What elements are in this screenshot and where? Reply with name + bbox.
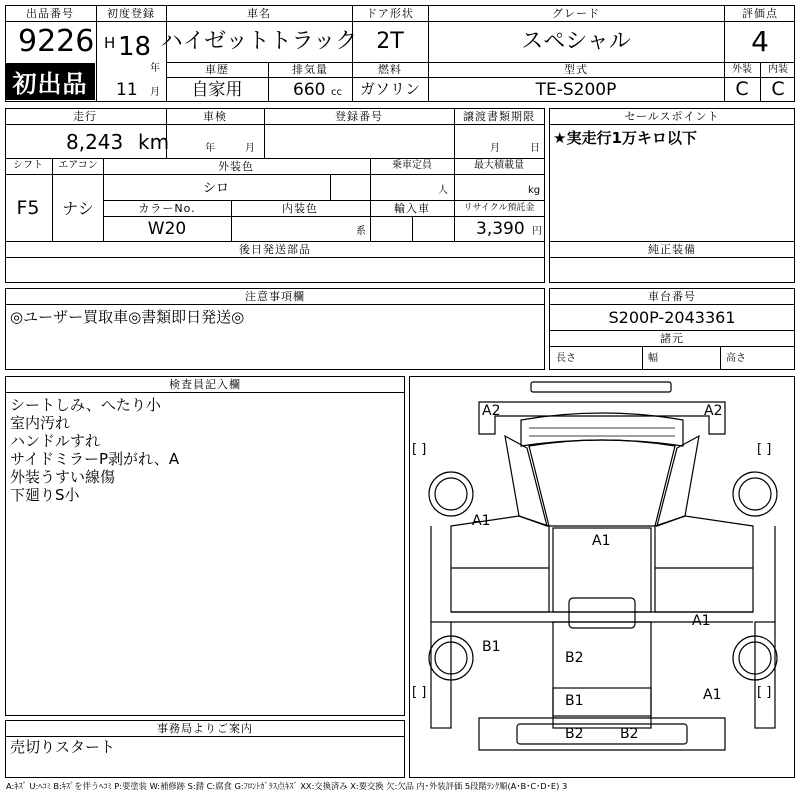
rear-bumper bbox=[479, 718, 725, 750]
era: H bbox=[104, 34, 116, 52]
inspector-line: 外装うすい線傷 bbox=[10, 468, 116, 486]
damage-mark: A2 bbox=[704, 403, 723, 419]
damage-mark: B2 bbox=[620, 726, 639, 742]
caution-label: 注意事項欄 bbox=[245, 290, 305, 303]
interior-grade: C bbox=[771, 78, 785, 100]
right-door bbox=[655, 516, 753, 612]
mileage-label: 走行 bbox=[73, 110, 97, 123]
displacement-unit: cc bbox=[331, 87, 342, 98]
exterior-label: 外装 bbox=[732, 64, 752, 75]
car-name-label: 車名 bbox=[247, 7, 271, 20]
left-door bbox=[451, 513, 549, 612]
year-unit: 年 bbox=[150, 63, 160, 74]
lot-number: 9226 bbox=[18, 24, 95, 59]
transfer-month-unit: 月 bbox=[490, 143, 500, 154]
model-label: 型式 bbox=[564, 63, 588, 76]
damage-mark: B2 bbox=[565, 726, 584, 742]
history: 自家用 bbox=[191, 80, 243, 100]
ac-label: エアコン bbox=[58, 160, 98, 171]
exterior-grade: C bbox=[735, 78, 749, 100]
damage-mark: A2 bbox=[482, 403, 501, 419]
width-label: 幅 bbox=[648, 353, 658, 364]
car-name: ハイゼットトラック bbox=[160, 29, 358, 54]
score-label: 評価点 bbox=[742, 7, 778, 20]
displacement: 660 bbox=[293, 80, 326, 100]
bracket: [ ] bbox=[412, 685, 427, 700]
legend: A:ｷｽﾞ U:ﾍｺﾐ B:ｷｽﾞを伴うﾍｺﾐ P:要塗装 W:補修跡 S:錆 C:腐食 G:ﾌﾛﾝﾄｶﾞﾗｽ点ｷｽﾞ XX:交換済み X:要交換 欠:欠品 内･外装評価 5段階ﾗﾝｸ順(A･B･C･D･E) 3 bbox=[6, 781, 568, 791]
bracket: [ ] bbox=[412, 442, 427, 457]
air-conditioner: ナシ bbox=[62, 199, 94, 218]
truck-bed bbox=[553, 622, 651, 728]
bracket: [ ] bbox=[757, 685, 772, 700]
genuine-equipment-label: 純正装備 bbox=[648, 243, 696, 256]
inspector-line: シートしみ、へたり小 bbox=[10, 396, 161, 414]
damage-mark: A1 bbox=[703, 687, 722, 703]
damage-mark: A1 bbox=[472, 513, 491, 529]
capacity-unit: 人 bbox=[438, 185, 448, 196]
inspector-line: サイドミラーP剥がれ、A bbox=[10, 450, 180, 468]
interior-label: 内装 bbox=[768, 64, 788, 75]
mileage: 8,243 bbox=[66, 130, 124, 154]
windshield bbox=[529, 440, 675, 526]
front-bumper-top bbox=[531, 382, 671, 392]
inspection-month-unit: 月 bbox=[245, 143, 255, 154]
first-reg-label: 初度登録 bbox=[107, 7, 155, 20]
height-label: 高さ bbox=[726, 353, 746, 364]
transfer-day-unit: 日 bbox=[530, 143, 540, 154]
inspector-line: 室内汚れ bbox=[10, 414, 71, 432]
fuel-label: 燃料 bbox=[378, 63, 402, 76]
length-label: 長さ bbox=[556, 353, 576, 364]
color-number: W20 bbox=[147, 219, 187, 239]
ext-color: シロ bbox=[202, 181, 230, 196]
fuel: ガソリン bbox=[359, 80, 421, 98]
first-listing-badge: 初出品 bbox=[5, 63, 95, 100]
caution-text: ◎ユーザー買取車◎書類即日発送◎ bbox=[10, 308, 245, 326]
office-text: 売切りスタート bbox=[10, 738, 116, 756]
inspector-label: 検査員記入欄 bbox=[169, 378, 241, 391]
int-color-unit: 系 bbox=[356, 226, 366, 237]
max-load-unit: kg bbox=[528, 185, 541, 196]
inspection-label: 車検 bbox=[203, 110, 227, 123]
ext-color-label: 外装色 bbox=[218, 160, 254, 173]
recycle-label: リサイクル預託金 bbox=[463, 203, 535, 213]
wheel-front-left bbox=[429, 472, 473, 516]
damage-mark: B2 bbox=[565, 650, 584, 666]
side-window-right bbox=[657, 436, 699, 526]
truck-diagram bbox=[409, 376, 795, 778]
reg-no-label: 登録番号 bbox=[335, 110, 383, 123]
damage-mark: B1 bbox=[482, 639, 501, 655]
sales-point: ★実走行1万キロ以下 bbox=[553, 129, 697, 147]
reg-month: 11 bbox=[116, 80, 138, 100]
mileage-unit: km bbox=[138, 130, 170, 154]
inspection-year-unit: 年 bbox=[205, 143, 215, 154]
later-parts-label: 後日発送部品 bbox=[239, 243, 311, 256]
chassis-number: S200P-2043361 bbox=[608, 308, 736, 327]
inspector-line: ハンドルすれ bbox=[10, 432, 101, 450]
recycle-unit: 円 bbox=[532, 226, 542, 237]
shift: F5 bbox=[16, 197, 40, 219]
office-label: 事務局よりご案内 bbox=[157, 722, 253, 735]
import-label: 輸入車 bbox=[394, 202, 430, 215]
front-bumper bbox=[479, 402, 725, 434]
door-type: 2T bbox=[376, 29, 404, 54]
bracket: [ ] bbox=[757, 442, 772, 457]
score: 4 bbox=[751, 25, 769, 58]
capacity-label: 乗車定員 bbox=[392, 160, 432, 171]
grade-label: グレード bbox=[552, 7, 600, 20]
dims-label: 諸元 bbox=[660, 332, 684, 345]
door-label: ドア形状 bbox=[366, 7, 414, 20]
int-color-label: 内装色 bbox=[282, 202, 318, 215]
recycle-deposit: 3,390 bbox=[476, 219, 525, 239]
lot-number-label: 出品番号 bbox=[26, 7, 74, 20]
grade: スペシャル bbox=[521, 29, 631, 54]
cab-roof bbox=[521, 413, 683, 446]
sales-point-label: セールスポイント bbox=[624, 110, 720, 123]
transfer-label: 譲渡書類期限 bbox=[463, 110, 535, 123]
inspector-notes bbox=[10, 396, 179, 504]
reg-year: 18 bbox=[118, 32, 152, 62]
side-window-left bbox=[505, 436, 547, 526]
chassis-label: 車台番号 bbox=[648, 290, 696, 303]
month-unit: 月 bbox=[150, 87, 160, 98]
wheel-front-left-inner bbox=[435, 478, 467, 510]
inspector-line: 下廻りS小 bbox=[10, 486, 80, 504]
model-code: TE-S200P bbox=[535, 80, 617, 100]
wheel-front-right-inner bbox=[739, 478, 771, 510]
bed-floor bbox=[569, 598, 635, 628]
color-no-label: カラーNo. bbox=[138, 202, 196, 215]
shift-label: シフト bbox=[13, 160, 43, 171]
history-label: 車歴 bbox=[205, 63, 229, 76]
damage-mark: A1 bbox=[592, 533, 611, 549]
damage-mark: A1 bbox=[692, 613, 711, 629]
displacement-label: 排気量 bbox=[292, 63, 328, 76]
damage-mark: B1 bbox=[565, 693, 584, 709]
rear-gate bbox=[517, 724, 687, 744]
max-load-label: 最大積載量 bbox=[474, 160, 524, 171]
